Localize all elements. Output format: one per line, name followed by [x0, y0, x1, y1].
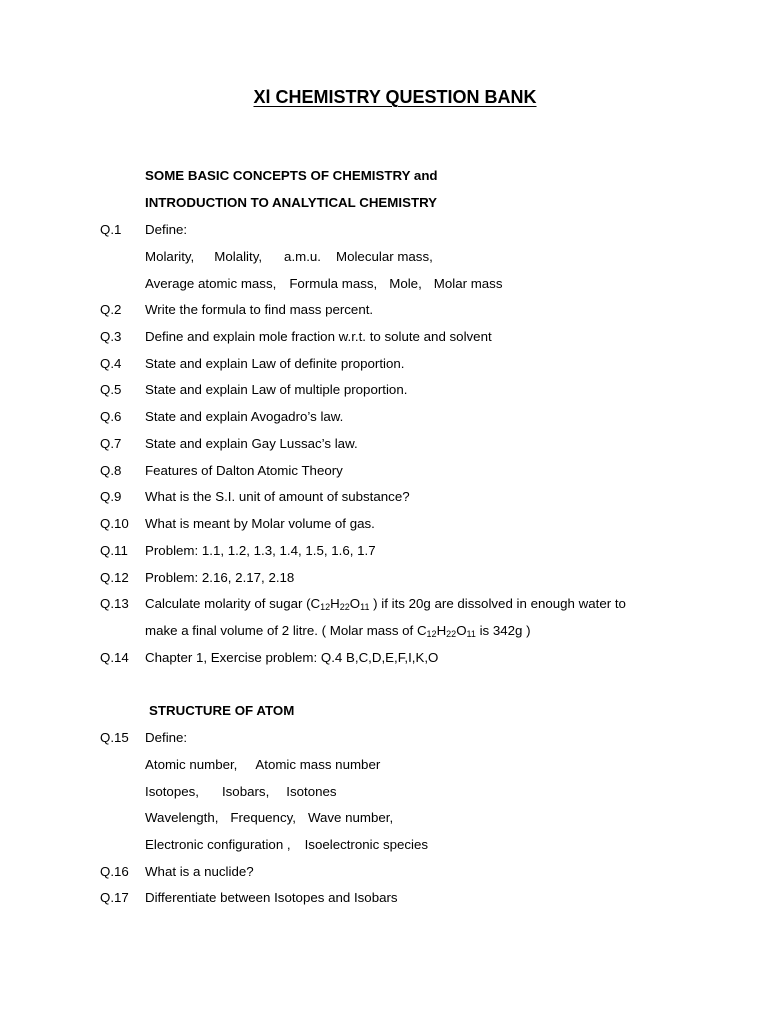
page-title: Xl CHEMISTRY QUESTION BANK — [253, 87, 537, 107]
question-text: State and explain Law of multiple proportion. — [145, 382, 408, 397]
question-text: Problem: 1.1, 1.2, 1.3, 1.4, 1.5, 1.6, 1.7 — [145, 543, 376, 558]
subscript: 11 — [360, 602, 370, 612]
question-number: Q.10 — [100, 516, 129, 531]
question-number: Q.4 — [100, 356, 122, 371]
question-number: Q.5 — [100, 382, 122, 397]
question-text: Features of Dalton Atomic Theory — [145, 463, 343, 478]
term: Isotones — [286, 784, 337, 799]
term: Atomic number, — [145, 757, 238, 772]
term: Formula mass, — [289, 276, 378, 291]
question-text: Define: — [145, 730, 188, 745]
question-text: What is meant by Molar volume of gas. — [145, 516, 375, 531]
question-number: Q.7 — [100, 436, 122, 451]
text-segment: O — [456, 623, 467, 638]
term: Molar mass — [433, 276, 503, 291]
term: Average atomic mass, — [145, 276, 277, 291]
question-number: Q.13 — [100, 596, 129, 611]
subscript: 22 — [339, 602, 350, 612]
text-segment: make a final volume of 2 litre. ( Molar mass of C — [145, 623, 427, 638]
subscript: 12 — [426, 629, 437, 639]
question-text — [145, 595, 626, 613]
definition-terms — [145, 836, 428, 854]
text-segment: ) if its 20g are dissolved in enough water to — [369, 596, 626, 611]
text-segment: H — [436, 623, 447, 638]
question-number: Q.6 — [100, 409, 122, 424]
subscript: 12 — [320, 602, 331, 612]
term: Wave number, — [307, 810, 394, 825]
text-segment: is 342g ) — [475, 623, 531, 638]
subscript: 22 — [446, 629, 457, 639]
definition-terms — [145, 809, 393, 827]
term: Mole, — [389, 276, 422, 291]
question-number: Q.17 — [100, 890, 129, 905]
question-text: Write the formula to find mass percent. — [145, 302, 374, 317]
term: Molecular mass, — [336, 249, 433, 264]
term: Molarity, — [145, 249, 195, 264]
question-number: Q.1 — [100, 222, 122, 237]
question-text: Problem: 2.16, 2.17, 2.18 — [145, 570, 295, 585]
definition-terms — [145, 275, 502, 293]
question-number: Q.11 — [100, 543, 128, 558]
question-text: What is a nuclide? — [145, 864, 254, 879]
term: Atomic mass number — [255, 757, 381, 772]
term: Frequency, — [230, 810, 296, 825]
term: Isobars, — [221, 784, 270, 799]
term: Wavelength, — [145, 810, 219, 825]
definition-terms — [145, 248, 433, 266]
question-number: Q.2 — [100, 302, 122, 317]
text-segment: O — [349, 596, 361, 611]
text-segment: H — [330, 596, 340, 611]
section-heading-structure-of-atom: STRUCTURE OF ATOM — [149, 703, 295, 718]
definition-terms — [145, 756, 380, 774]
term: Isoelectronic species — [304, 837, 429, 852]
question-text: Define: — [145, 222, 188, 237]
subscript: 11 — [466, 629, 476, 639]
question-number: Q.15 — [100, 730, 129, 745]
text-segment: Calculate molarity of sugar (C — [145, 596, 321, 611]
section-heading-basic-concepts: SOME BASIC CONCEPTS OF CHEMISTRY and — [145, 168, 438, 183]
question-text: Define and explain mole fraction w.r.t. to solute and solvent — [145, 329, 492, 344]
definition-terms — [145, 783, 337, 801]
question-text: Differentiate between Isotopes and Isobars — [145, 890, 398, 905]
term: a.m.u. — [284, 249, 321, 264]
question-number: Q.14 — [100, 650, 129, 665]
term: Isotopes, — [145, 784, 199, 799]
term: Electronic configuration , — [145, 837, 291, 852]
question-text: State and explain Law of definite proportion. — [145, 356, 405, 371]
question-number: Q.8 — [100, 463, 122, 478]
question-number: Q.9 — [100, 489, 122, 504]
section-heading-analytical-chemistry: INTRODUCTION TO ANALYTICAL CHEMISTRY — [145, 195, 438, 210]
question-text: State and explain Avogadro’s law. — [145, 409, 344, 424]
question-text: State and explain Gay Lussac’s law. — [145, 436, 358, 451]
question-number: Q.12 — [100, 570, 129, 585]
question-text: Chapter 1, Exercise problem: Q.4 B,C,D,E,F,I,K,O — [145, 650, 439, 665]
question-number: Q.3 — [100, 329, 122, 344]
question-number: Q.16 — [100, 864, 129, 879]
question-text: What is the S.I. unit of amount of substance? — [145, 489, 410, 504]
question-continuation — [145, 622, 531, 640]
term: Molality, — [214, 249, 263, 264]
